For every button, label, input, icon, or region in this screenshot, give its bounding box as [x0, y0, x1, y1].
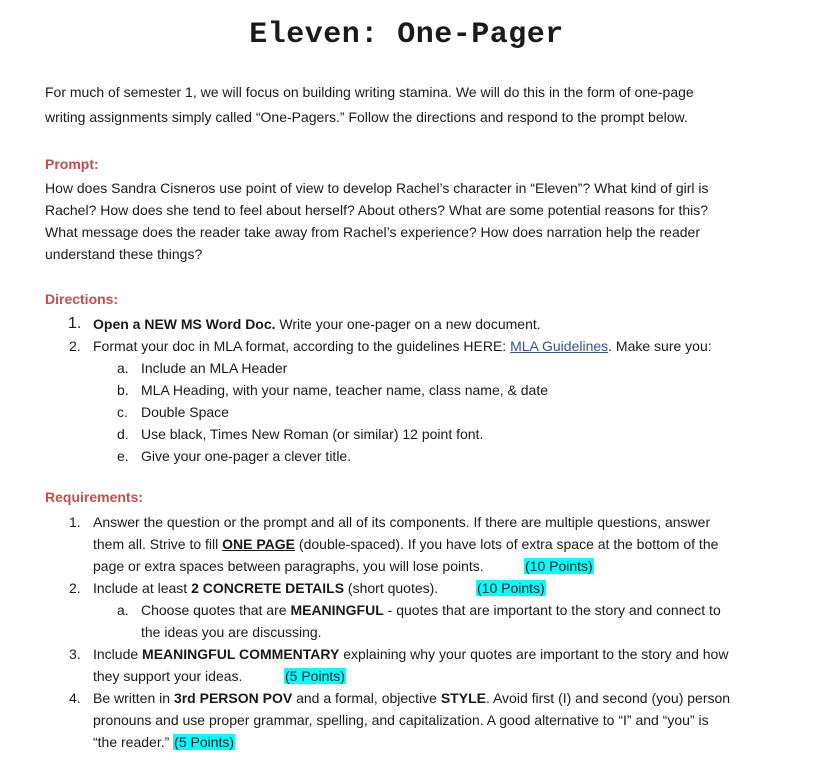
subitem-text: MLA Heading, with your name, teacher name, class name, & date: [141, 382, 548, 398]
subitem-text: Include an MLA Header: [141, 360, 288, 376]
requirements-heading: Requirements:: [45, 489, 144, 505]
list-letter: a.: [117, 602, 129, 618]
plain-text: “the reader.”: [93, 734, 174, 750]
plain-text: . Avoid first (I) and second (you) person: [485, 690, 731, 706]
list-number: 3.: [69, 646, 81, 662]
list-number: 1.: [69, 514, 81, 530]
prompt-heading: Prompt:: [45, 156, 99, 172]
plain-text: (double-spaced). If you have lots of extra space at the bottom of the: [295, 536, 719, 552]
list-letter: d.: [117, 426, 129, 442]
subitem-text: [141, 599, 721, 621]
plain-text: Be written in: [93, 690, 174, 706]
directions-item-text: [93, 313, 541, 335]
plain-text: - quotes that are important to the story and connect to: [383, 602, 721, 618]
points-highlight: (10 Points): [525, 558, 593, 574]
requirement-text: [93, 643, 728, 665]
subitem-text: the ideas you are discussing.: [141, 624, 322, 640]
requirement-text: pronouns and use proper grammar, spelling, and capitalization. A good alternative to “I” and “you” is: [93, 712, 709, 728]
list-number: 4.: [69, 690, 81, 706]
requirement-text: [93, 687, 730, 709]
points-badge: [476, 577, 546, 599]
points-badge: [284, 665, 346, 687]
intro-line: For much of semester 1, we will focus on building writing stamina. We will do this in the form of one-page: [45, 84, 694, 100]
directions-heading: Directions:: [45, 291, 119, 307]
bold-text: MEANINGFUL COMMENTARY: [142, 646, 340, 662]
list-number: 2.: [69, 338, 81, 354]
requirement-text: [93, 533, 718, 555]
plain-text: Include at least: [93, 580, 192, 596]
plain-text: Write your one-pager on a new document.: [275, 316, 541, 332]
bold-text: 2 CONCRETE DETAILS: [191, 580, 345, 596]
plain-text: explaining why your quotes are important to the story and how: [339, 646, 729, 662]
bold-text: MEANINGFUL: [290, 602, 384, 618]
points-highlight: (5 Points): [174, 734, 235, 750]
requirement-text: [93, 577, 438, 599]
list-letter: b.: [117, 382, 129, 398]
plain-text: . Make sure you:: [608, 338, 712, 354]
subitem-text: Give your one-pager a clever title.: [141, 448, 352, 464]
plain-text: and a formal, objective: [292, 690, 441, 706]
mla-guidelines-link[interactable]: MLA Guidelines: [510, 338, 609, 354]
list-number: 1.: [68, 315, 82, 332]
list-letter: a.: [117, 360, 129, 376]
underlined-bold-text: ONE PAGE: [222, 536, 296, 552]
directions-item-text: [93, 335, 712, 357]
plain-text: Include: [93, 646, 143, 662]
bold-text: STYLE: [440, 690, 486, 706]
prompt-line: Rachel? How does she tend to feel about herself? About others? What are some potential reasons for this?: [45, 202, 709, 218]
plain-text: Format your doc in MLA format, according to the guidelines HERE:: [93, 338, 511, 354]
bold-text: 3rd PERSON POV: [173, 690, 293, 706]
requirement-text: page or extra spaces between paragraphs, you will lose points.: [93, 558, 484, 574]
bold-text: Open a NEW MS Word Doc.: [93, 316, 276, 332]
page-title: Eleven: One-Pager: [249, 18, 564, 52]
requirement-text: they support your ideas.: [93, 668, 243, 684]
subitem-text: Double Space: [141, 404, 229, 420]
list-letter: e.: [117, 448, 129, 464]
plain-text: them all. Strive to fill: [93, 536, 223, 552]
prompt-line: How does Sandra Cisneros use point of view to develop Rachel’s character in “Eleven”? What kind of girl is: [45, 180, 709, 196]
requirement-text: [93, 731, 235, 753]
prompt-line: What message does the reader take away from Rachel’s experience? How does narration help the reader: [45, 224, 700, 240]
intro-line: writing assignments simply called “One-Pagers.” Follow the directions and respond to the prompt below.: [45, 109, 688, 125]
plain-text: Choose quotes that are: [141, 602, 291, 618]
requirement-text: Answer the question or the prompt and all of its components. If there are multiple questions, answer: [93, 514, 711, 530]
points-highlight: (10 Points): [477, 580, 545, 596]
prompt-line: understand these things?: [45, 246, 203, 262]
subitem-text: Use black, Times New Roman (or similar) 12 point font.: [141, 426, 484, 442]
plain-text: (short quotes).: [344, 580, 439, 596]
list-number: 2.: [69, 580, 81, 596]
points-highlight: (5 Points): [285, 668, 345, 684]
points-badge: [524, 555, 594, 577]
list-letter: c.: [117, 404, 128, 420]
